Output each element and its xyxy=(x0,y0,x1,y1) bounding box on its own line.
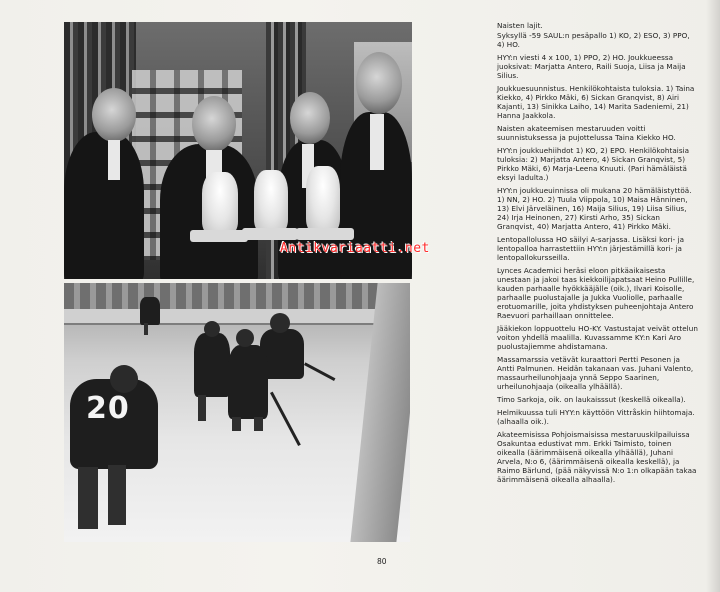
caption-column xyxy=(497,21,699,488)
player-20-leg-left xyxy=(78,467,98,529)
trophy-base-3 xyxy=(296,228,354,240)
ice-hockey-photo xyxy=(64,283,410,542)
watermark-text: Antikvariaatti.net xyxy=(280,241,430,256)
paragraph: Joukkuesuunnistus. Henkilökohtaista tuloksia. 1) Taina Kiekko, 4) Pirkko Mäki, 6) Sickan Granqvist, 8) Airi Kajanti, 13) Sinikka Laiho, 14) Marita Sadeniemi, 21) Hanna Jaakkola. xyxy=(497,84,695,120)
paragraph: Lentopallolussa HO säilyi A-sarjassa. Lisäksi kori- ja lentopalloa harrastettiin HYY:n järjestämillä kori- ja lentopallokursseilla. xyxy=(497,235,685,262)
paragraph: Lynces Academici heräsi eloon pitkäaikaisesta unestaan ja jakoi taas kiekkoilijapatsaat Heino Pullille, kauden parhaalle hyökkääjälle (oik.), Ilvari Koisolle, parhaalle puolustajalle ja Jukka Vuoliolle, parhaalle erotuomarille, joita yhdistyksen puheenjohtaja Antero Raevuori parhaillaan onnittelee. xyxy=(497,266,695,320)
section-heading: Naisten lajit. xyxy=(497,21,543,30)
rink-stands xyxy=(64,283,410,309)
trophy-base-1 xyxy=(190,230,248,242)
jersey-number: 20 xyxy=(86,391,130,426)
paragraph: HYY:n joukkuehiihdot 1) KO, 2) EPO. Henkilökohtaisia tuloksia: 2) Marjatta Antero, 4) Sickan Granqvist, 5) Pirkko Mäki, 6) Marja-Leena Knuuti. (Pari hämäläistä eksyi ladulta.) xyxy=(497,146,690,182)
page-number: 80 xyxy=(377,557,387,566)
hockey-stick xyxy=(270,392,301,446)
paragraph: Syksyllä -59 SAUL:n pesäpallo 1) KO, 2) ESO, 3) PPO, 4) HO. xyxy=(497,31,690,49)
far-player-body xyxy=(140,297,160,325)
player-mid-1-head xyxy=(204,321,220,337)
player-mid-1-leg xyxy=(198,395,206,421)
player-mid-2-body xyxy=(228,345,268,419)
player-20-head xyxy=(110,365,138,393)
man-far-right-head xyxy=(356,52,402,114)
trophy-base-2 xyxy=(242,228,298,240)
paragraph: Naisten akateemisen mestaruuden voitti suunnistuksessa ja pujottelussa Taina Kiekko HO. xyxy=(497,124,676,142)
paragraph: HYY:n viesti 4 x 100, 1) PPO, 2) HO. Joukkueessa juoksivat: Marjatta Antero, Raili Suoja, Liisa ja Maija Silius. xyxy=(497,53,686,80)
player-mid-2-leg xyxy=(232,417,241,431)
paragraph: Massamarssia vetävät kuraattori Pertti Pesonen ja Antti Palmunen. Heidän takanaan vas. Juhani Valento, massaurheilunohjaaja ynnä Seppo Saarinen, urheilunohjaaja (oikealla ylhäällä). xyxy=(497,355,694,391)
player-mid-2-head xyxy=(236,329,254,347)
far-player-leg xyxy=(144,323,148,335)
trophy-statue-2 xyxy=(254,170,288,232)
rink-boards xyxy=(64,309,410,325)
paragraph: Timo Sarkoja, oik. on laukaisssut (keskellä oikealla). xyxy=(497,395,686,404)
goalie-head xyxy=(270,313,290,333)
trophy-statue-1 xyxy=(202,172,238,234)
trophy-statue-3 xyxy=(306,166,340,232)
player-mid-1-body xyxy=(194,333,230,397)
man-left-head xyxy=(92,88,136,142)
paragraph: HYY:n joukkueuinnissa oli mukana 20 hämäläistyttöä. 1) NN, 2) HO. 2) Tuula Viippola, 10) Maisa Hänninen, 13) Elvi Järveläinen, 16) Maija Silius, 19) Liisa Silius, 24) Irja Heinonen, 27) Kirsti Arho, 35) Sickan Granqvist, 40) Marjatta Antero, 41) Pirkko Mäki. xyxy=(497,186,692,231)
paragraph: Helmikuussa tuli HYY:n käyttöön Vittråskin hiihtomaja. (alhaalla oik.). xyxy=(497,408,695,426)
paragraph: Jääkiekon loppuottelu HO-KY. Vastustajat veivät ottelun voiton yhdellä maalilla. Kuvassamme KY:n Kari Aro puolustajiemme ahdistamana. xyxy=(497,324,698,351)
hockey-stick-2 xyxy=(304,362,335,381)
player-20-leg-right xyxy=(108,465,126,525)
man-left-body xyxy=(64,132,144,279)
man-far-right-shirt xyxy=(370,114,384,170)
man-center-head xyxy=(192,96,236,152)
player-mid-2-leg-b xyxy=(254,417,263,431)
man-right-head xyxy=(290,92,330,144)
paragraph: Akateemisissa Pohjoismaisissa mestaruuskilpailuissa Osakuntaa edustivat mm. Erkki Taimisto, toinen oikealla (äärimmäisenä oikealla ylhäällä), Juhani Arvela, N:o 6, (äärimmäisenä oikealla keskellä), ja Raimo Bärlund, (pää näkyvissä N:o 1:n olkapään takaa äärimmäisenä oikealla alhaalla). xyxy=(497,430,697,484)
man-left-shirt xyxy=(108,140,120,180)
